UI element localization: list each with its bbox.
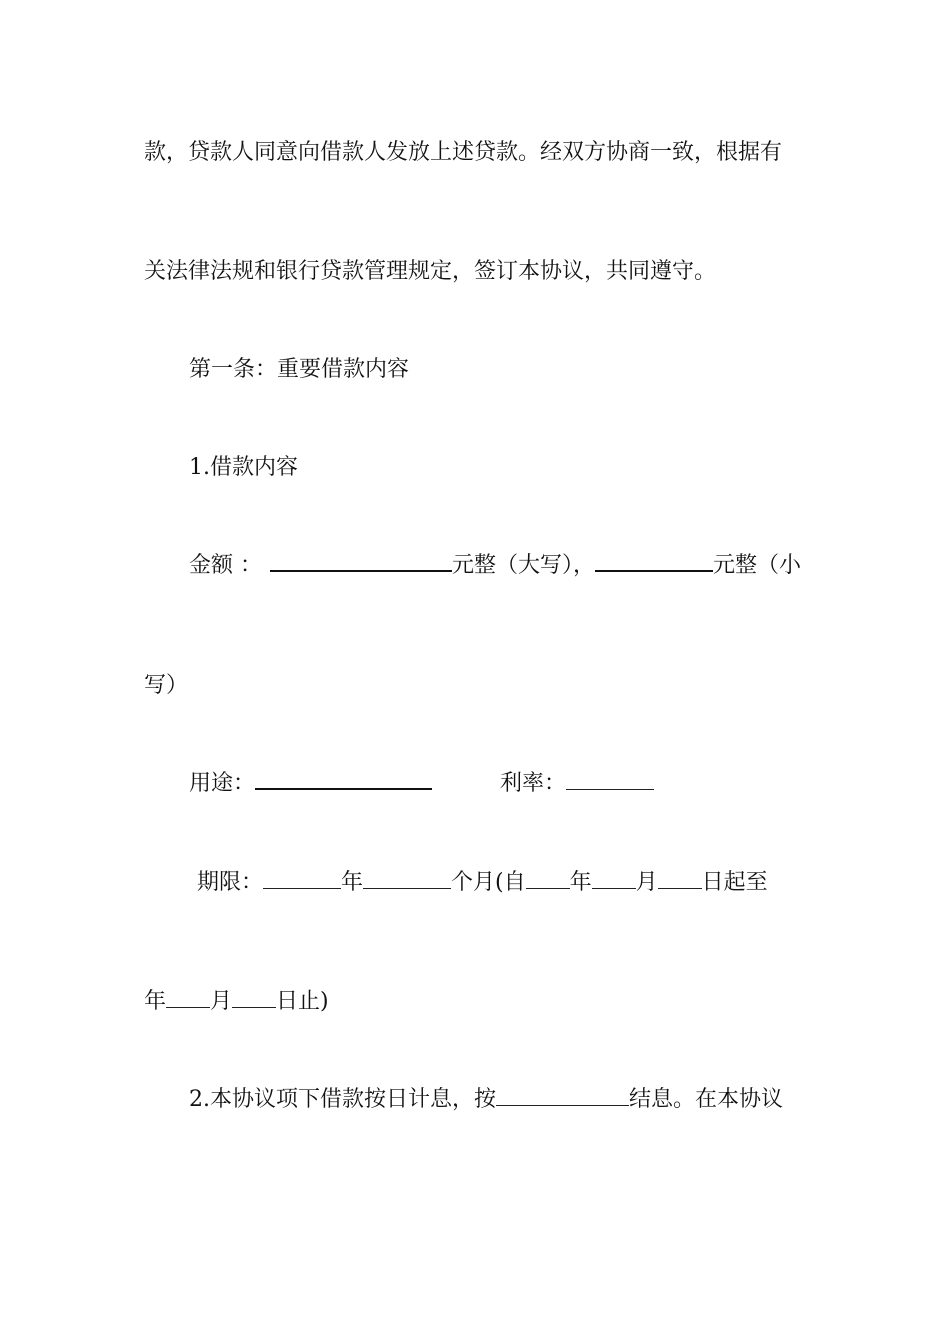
paragraph-line-2: 关法律法规和银行贷款管理规定，签订本协议，共同遵守。	[144, 259, 717, 284]
from-month-blank[interactable]	[592, 870, 636, 889]
term-label: 期限：	[197, 870, 264, 895]
term-years-blank[interactable]	[263, 870, 341, 889]
paragraph-line-1: 款，贷款人同意向借款人发放上述贷款。经双方协商一致，根据有	[144, 140, 783, 165]
from-month-text: 月	[635, 870, 658, 895]
amount-label: 金额 ：	[189, 553, 262, 578]
to-day-blank[interactable]	[232, 989, 276, 1008]
item-1-title: 1.借款内容	[189, 455, 298, 480]
rate-blank[interactable]	[566, 771, 654, 790]
purpose-blank[interactable]	[255, 770, 432, 790]
article-1-title: 第一条：重要借款内容	[189, 357, 410, 382]
amount-line	[189, 551, 814, 581]
from-day-text: 日起至	[701, 870, 768, 895]
amount-numeric-text: 元整（小	[713, 553, 802, 578]
to-year-text: 年	[144, 989, 167, 1014]
from-year-blank[interactable]	[526, 870, 570, 889]
item-2-start: 2.本协议项下借款按日计息，按	[189, 1087, 496, 1112]
term-continuation	[144, 987, 814, 1017]
amount-continuation: 写）	[144, 673, 189, 698]
to-month-text: 月	[210, 989, 233, 1014]
item-2-line	[189, 1085, 814, 1115]
term-year-text: 年	[341, 870, 364, 895]
item-2-end: 结息。在本协议	[629, 1087, 784, 1112]
rate-label: 利率：	[500, 771, 567, 796]
interest-settlement-blank[interactable]	[496, 1087, 629, 1106]
purpose-line	[189, 769, 814, 799]
to-day-text: 日止)	[276, 989, 329, 1014]
term-line	[197, 868, 814, 898]
amount-capital-blank[interactable]	[270, 552, 452, 572]
amount-capital-text: 元整（大写），	[452, 553, 596, 578]
from-year-text: 年	[569, 870, 592, 895]
term-months-blank[interactable]	[363, 870, 451, 889]
to-month-blank[interactable]	[166, 989, 210, 1008]
amount-numeric-blank[interactable]	[595, 552, 713, 572]
purpose-label: 用途：	[189, 771, 256, 796]
term-months-text: 个月(自	[451, 870, 526, 895]
from-day-blank[interactable]	[658, 870, 702, 889]
